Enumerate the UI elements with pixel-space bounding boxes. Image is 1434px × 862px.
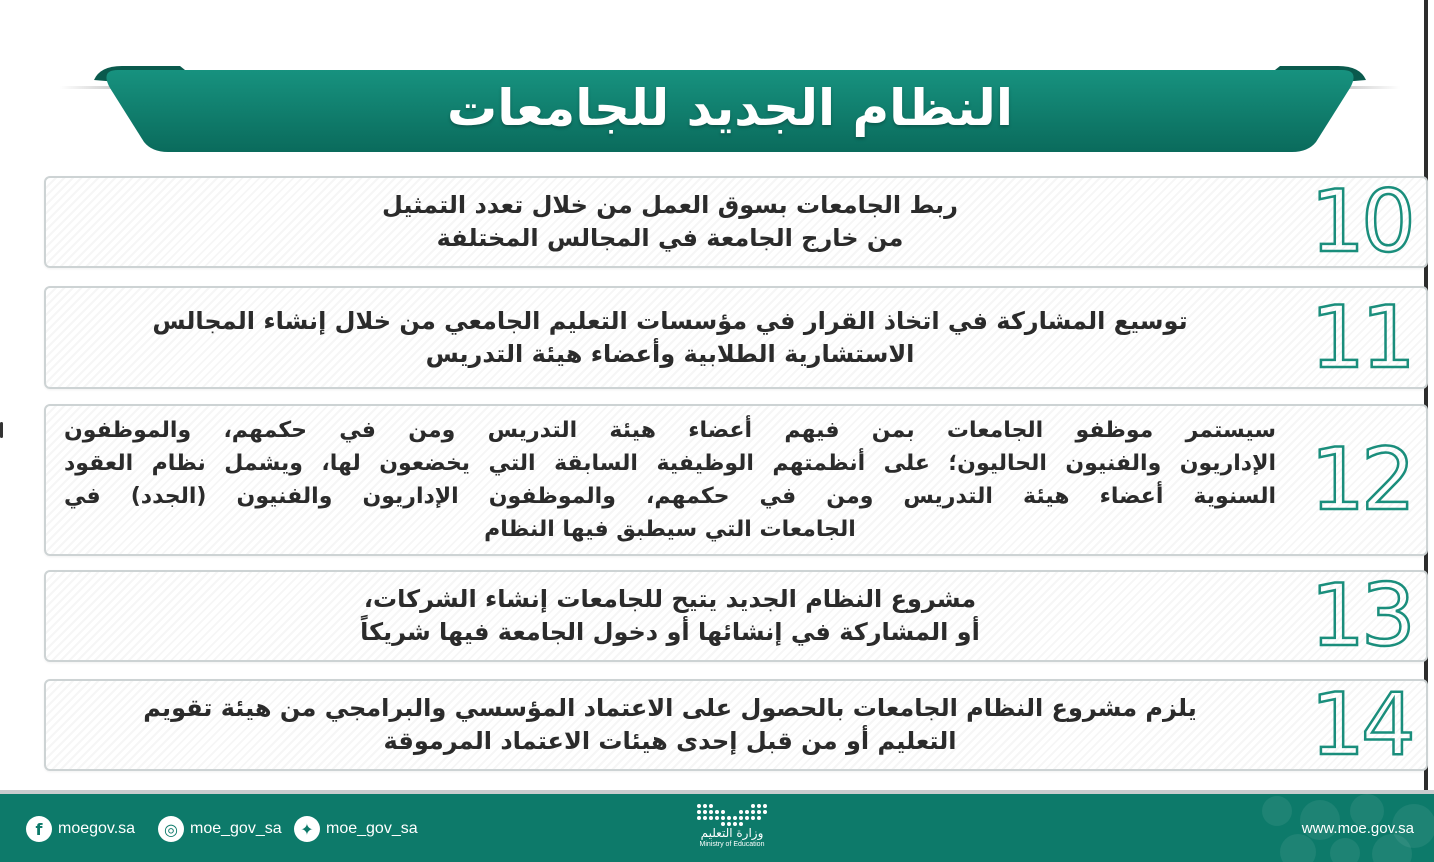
item-text (64, 692, 1276, 758)
item-number: 12 (1310, 430, 1412, 530)
twitter-handle: moe_gov_sa (326, 820, 418, 837)
twitter-icon: ✦ (294, 816, 320, 842)
item-line: سيستمر موظفو الجامعات بمن فيهم أعضاء هيئة التدريس ومن في حكمهم، والموظفون (64, 418, 1276, 443)
list-item-14 (44, 675, 1428, 775)
page-title: النظام الجديد للجامعات (447, 79, 1013, 137)
item-line: السنوية أعضاء هيئة التدريس ومن في حكمهم، والموظفون الإداريون والفنيون (الجدد) في (64, 484, 1276, 509)
right-edge-rule (1424, 0, 1428, 790)
list-item-12 (44, 404, 1428, 556)
facebook-handle: moegov.sa (58, 820, 136, 837)
list-item-10 (44, 172, 1428, 272)
item-text (64, 414, 1276, 546)
item-text (64, 189, 1276, 255)
instagram-handle: moe_gov_sa (190, 820, 282, 837)
item-line: أو المشاركة في إنشائها أو دخول الجامعة فيها شريكاً (360, 618, 980, 646)
footer-decor-bubble (1330, 838, 1360, 862)
ministry-logo-mark (695, 802, 769, 826)
ministry-logo (672, 802, 792, 860)
list-item-11 (44, 286, 1428, 389)
left-edge-mark (0, 422, 3, 438)
list-item-13 (44, 566, 1428, 666)
footer-bar (0, 790, 1434, 862)
item-number: 13 (1310, 566, 1412, 666)
footer-decor-bubble (1262, 796, 1292, 826)
item-line: الجامعات التي سيطبق فيها النظام (484, 517, 856, 542)
footer-decor-bubble (1280, 834, 1316, 862)
item-number: 10 (1310, 172, 1412, 272)
instagram-icon: ◎ (158, 816, 184, 842)
website-link[interactable]: www.moe.gov.sa (1301, 820, 1414, 837)
instagram-link[interactable] (158, 816, 282, 842)
item-text (64, 583, 1276, 649)
item-number: 11 (1310, 287, 1412, 388)
facebook-link[interactable] (26, 816, 135, 842)
item-line: التعليم أو من قبل إحدى هيئات الاعتماد المرموقة (383, 727, 957, 755)
item-line: يلزم مشروع النظام الجامعات بالحصول على الاعتماد المؤسسي والبرامجي من هيئة تقويم (143, 694, 1197, 722)
item-number: 14 (1310, 675, 1412, 775)
facebook-icon: f (26, 816, 52, 842)
twitter-link[interactable] (294, 816, 418, 842)
title-banner (60, 60, 1400, 156)
item-line: ربط الجامعات بسوق العمل من خلال تعدد التمثيل (381, 191, 958, 219)
item-line: الإداريون والفنيون الحاليون؛ على أنظمتهم الوظيفية السابقة التي يخضعون لها، ويشمل نظام العقود (64, 451, 1276, 476)
item-line: مشروع النظام الجديد يتيح للجامعات إنشاء الشركات، (363, 585, 977, 613)
item-line: الاستشارية الطلابية وأعضاء هيئة التدريس (425, 339, 915, 368)
ministry-name-ar: وزارة التعليم (700, 826, 764, 840)
item-line: توسيع المشاركة في اتخاذ القرار في مؤسسات التعليم الجامعي من خلال إنشاء المجالس (152, 306, 1188, 335)
item-line: من خارج الجامعة في المجالس المختلفة (436, 224, 904, 252)
item-text (64, 305, 1276, 371)
ministry-name-en: Ministry of Education (699, 841, 765, 848)
